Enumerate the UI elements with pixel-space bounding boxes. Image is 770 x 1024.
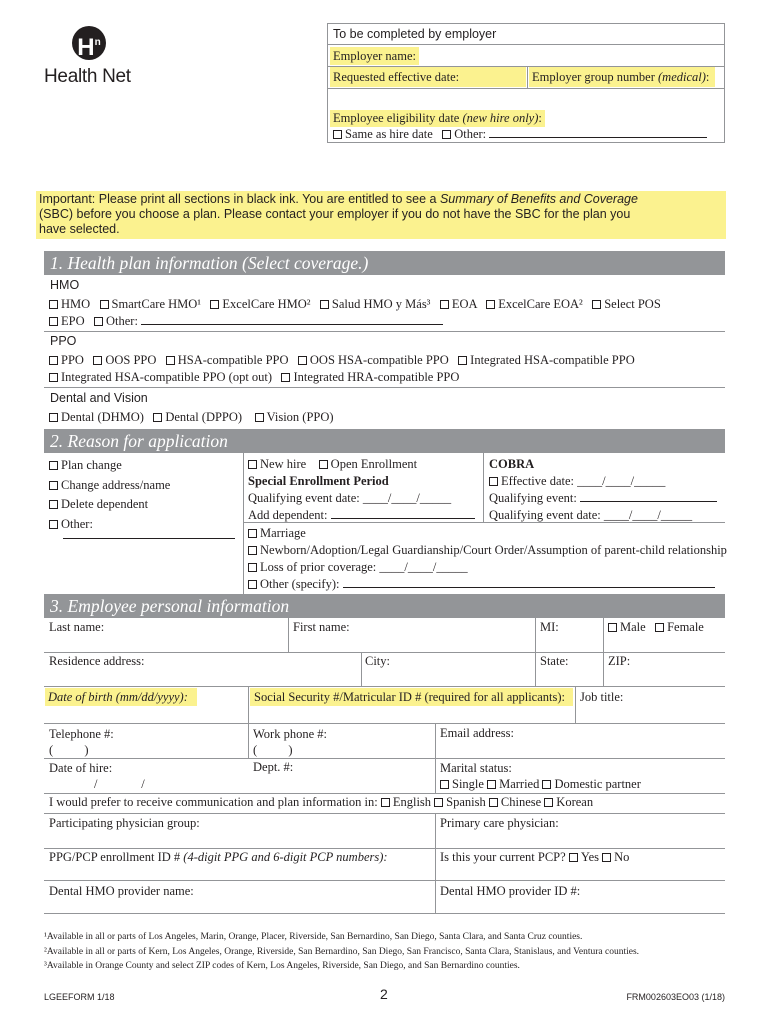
brand-name: Health Net xyxy=(44,66,131,87)
page-number: 2 xyxy=(380,986,388,1002)
dental-vision-subheader: Dental and Vision xyxy=(44,389,725,408)
residence-field[interactable]: Residence address: xyxy=(49,654,145,668)
ssn-field[interactable]: Social Security #/Matricular ID # (required for all applicants): xyxy=(250,688,573,706)
cobra-qualifying-input[interactable] xyxy=(580,491,717,502)
hsa-ppo-checkbox[interactable] xyxy=(166,356,175,365)
ppo-row-1: PPO OOS PPO HSA-compatible PPO OOS HSA-compatible PPO Integrated HSA-compatible PPO xyxy=(49,353,635,368)
first-name-field[interactable]: First name: xyxy=(293,620,350,634)
plan-change-checkbox[interactable] xyxy=(49,461,58,470)
current-pcp-yes-checkbox[interactable] xyxy=(569,853,578,862)
section1-header: 1. Health plan information (Select coverage.) xyxy=(44,251,725,275)
footnote-1: ¹Available in all or parts of Los Angeles, Marin, Orange, Placer, Riverside, San Bernardino, San Diego, Santa Clara, and Santa Cruz counties. xyxy=(44,932,583,942)
city-field[interactable]: City: xyxy=(365,654,391,668)
ppo-subheader: PPO xyxy=(44,332,725,351)
logo-mark-icon: $H^n$ xyxy=(72,26,106,60)
hmo-subheader: HMO xyxy=(44,276,725,295)
integrated-hsa-ppo-checkbox[interactable] xyxy=(458,356,467,365)
eligibility-other-checkbox[interactable] xyxy=(442,130,451,139)
excelcare-eoa-checkbox[interactable] xyxy=(486,300,495,309)
smartcare-hmo-checkbox[interactable] xyxy=(100,300,109,309)
email-field[interactable]: Email address: xyxy=(440,726,514,740)
new-hire-checkbox[interactable] xyxy=(248,460,257,469)
footnote-2: ²Available in all or parts of Kern, Los Angeles, Orange, Riverside, San Bernardino, San Diego, San Francisco, Santa Clara, Stanislaus, and Ventura counties. xyxy=(44,946,640,957)
hmo-checkbox[interactable] xyxy=(49,300,58,309)
chinese-checkbox[interactable] xyxy=(489,798,498,807)
dental-provider-name-field[interactable]: Dental HMO provider name: xyxy=(49,884,194,898)
footnotes xyxy=(44,930,639,974)
employer-box: To be completed by employer Employer name: Requested effective date: Employer group number (medical): Employee eligibility date (new hire only): Same as hire date Other: xyxy=(327,23,725,143)
dob-field[interactable]: Date of birth (mm/dd/yyyy): xyxy=(45,688,197,706)
employer-box-title: To be completed by employer xyxy=(333,27,497,41)
dental-dppo-checkbox[interactable] xyxy=(153,413,162,422)
cobra-qualifying-date[interactable]: Qualifying event date: ____/____/_____ xyxy=(489,508,693,522)
telephone-field[interactable]: Telephone #: ( ) xyxy=(49,727,114,757)
newborn-checkbox[interactable] xyxy=(248,546,257,555)
select-pos-checkbox[interactable] xyxy=(592,300,601,309)
important-notice: Important: Please print all sections in black ink. You are entitled to see a Summary of Benefits and Coverage (SBC) before you choose a plan. Please contact your employer if you do not have the SBC for the plan you have selected. xyxy=(36,191,726,239)
ppo-row-2: Integrated HSA-compatible PPO (opt out) Integrated HRA-compatible PPO xyxy=(49,370,459,385)
hmo-row-1: HMO SmartCare HMO¹ ExcelCare HMO² Salud HMO y Más³ EOA ExcelCare EOA² Select POS xyxy=(49,297,661,312)
hmo-other-input[interactable] xyxy=(141,314,443,325)
employer-name-field[interactable]: Employer name: xyxy=(330,47,419,65)
pcp-field[interactable]: Primary care physician: xyxy=(440,816,559,830)
special-enrollment-label: Special Enrollment Period xyxy=(248,474,389,488)
reason-other-checkbox[interactable] xyxy=(49,520,58,529)
cobra-effective-checkbox[interactable] xyxy=(489,477,498,486)
last-name-field[interactable]: Last name: xyxy=(49,620,105,634)
reason-other-input[interactable] xyxy=(63,528,235,539)
spanish-checkbox[interactable] xyxy=(434,798,443,807)
other-specify-checkbox[interactable] xyxy=(248,580,257,589)
eligibility-other-input[interactable] xyxy=(489,127,707,138)
language-preference-row: I would prefer to receive communication and plan information in: English Spanish Chinese Korean xyxy=(49,795,594,809)
dental-dhmo-checkbox[interactable] xyxy=(49,413,58,422)
delete-dependent-checkbox[interactable] xyxy=(49,500,58,509)
korean-checkbox[interactable] xyxy=(544,798,553,807)
vision-ppo-checkbox[interactable] xyxy=(255,413,264,422)
section3-header: 3. Employee personal information xyxy=(44,594,725,618)
integrated-hsa-ppo-opt-out-checkbox[interactable] xyxy=(49,373,58,382)
add-dependent-input[interactable] xyxy=(331,508,475,519)
hmo-row-2: EPO Other: xyxy=(49,314,443,329)
eligibility-date-label: Employee eligibility date (new hire only): xyxy=(330,110,545,127)
footer-form-id: LGEEFORM 1/18 xyxy=(44,992,115,1002)
loss-coverage-checkbox[interactable] xyxy=(248,563,257,572)
excelcare-hmo-checkbox[interactable] xyxy=(210,300,219,309)
dental-provider-id-field[interactable]: Dental HMO provider ID #: xyxy=(440,884,581,898)
oos-ppo-checkbox[interactable] xyxy=(93,356,102,365)
eoa-checkbox[interactable] xyxy=(440,300,449,309)
same-as-hire-checkbox[interactable] xyxy=(333,130,342,139)
physician-group-field[interactable]: Participating physician group: xyxy=(49,816,200,830)
zip-field[interactable]: ZIP: xyxy=(608,654,631,668)
cobra-label: COBRA xyxy=(489,457,535,471)
date-of-hire-field[interactable]: Date of hire: / / xyxy=(49,761,145,791)
female-checkbox[interactable] xyxy=(655,623,664,632)
job-title-field[interactable]: Job title: xyxy=(580,690,624,704)
domestic-partner-checkbox[interactable] xyxy=(542,780,551,789)
current-pcp-no-checkbox[interactable] xyxy=(602,853,611,862)
health-net-logo xyxy=(44,26,154,88)
male-checkbox[interactable] xyxy=(608,623,617,632)
ppo-checkbox[interactable] xyxy=(49,356,58,365)
single-checkbox[interactable] xyxy=(440,780,449,789)
english-checkbox[interactable] xyxy=(381,798,390,807)
section2-header: 2. Reason for application xyxy=(44,429,725,453)
oos-hsa-ppo-checkbox[interactable] xyxy=(298,356,307,365)
open-enrollment-checkbox[interactable] xyxy=(319,460,328,469)
dental-row: Dental (DHMO) Dental (DPPO) Vision (PPO) xyxy=(49,410,334,425)
integrated-hra-ppo-checkbox[interactable] xyxy=(281,373,290,382)
married-checkbox[interactable] xyxy=(487,780,496,789)
work-phone-field[interactable]: Work phone #: ( ) xyxy=(253,727,327,757)
epo-checkbox[interactable] xyxy=(49,317,58,326)
qualifying-event-date[interactable]: Qualifying event date: ____/____/_____ xyxy=(248,491,452,505)
other-specify-input[interactable] xyxy=(343,577,715,588)
group-number-field[interactable]: Employer group number (medical): xyxy=(529,67,715,87)
mi-field[interactable]: MI: xyxy=(540,620,559,634)
marital-status-label: Marital status: xyxy=(440,761,512,775)
dept-field[interactable]: Dept. #: xyxy=(253,760,294,774)
salud-hmo-checkbox[interactable] xyxy=(320,300,329,309)
marriage-checkbox[interactable] xyxy=(248,529,257,538)
state-field[interactable]: State: xyxy=(540,654,569,668)
footer-form-code: FRM002603EO03 (1/18) xyxy=(626,992,725,1002)
effective-date-field[interactable]: Requested effective date: xyxy=(330,67,526,87)
hmo-other-checkbox[interactable] xyxy=(94,317,103,326)
footnote-3: ³Available in Orange County and select ZIP codes of Kern, Los Angeles, Riverside, San Diego, and San Bernardino counties. xyxy=(44,961,520,971)
ppg-enrollment-field[interactable]: PPG/PCP enrollment ID # (4-digit PPG and 6-digit PCP numbers): xyxy=(49,850,388,864)
change-address-checkbox[interactable] xyxy=(49,481,58,490)
